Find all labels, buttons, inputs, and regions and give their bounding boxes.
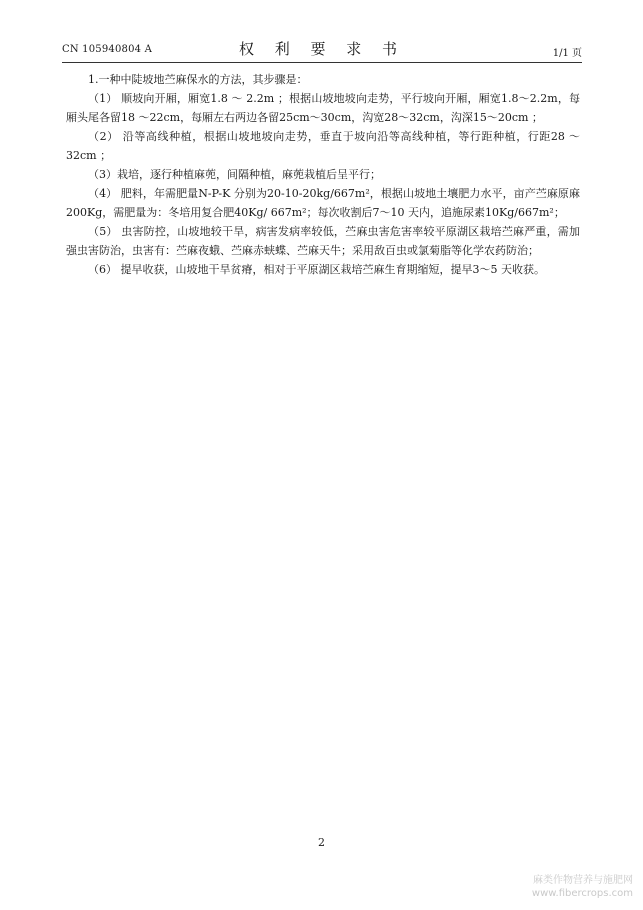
claims-body [66,70,580,279]
page-indicator: 1/1 页 [552,48,582,59]
claim-step-5: （5） 虫害防控，山坡地较干旱，病害发病率较低，苎麻虫害危害率较平原湖区栽培苎麻严重，需加强虫害防治，虫害有：苎麻夜蛾、苎麻赤蛱蝶、苎麻天牛；采用敌百虫或氯菊脂等化学农药防治； [66,225,580,257]
claim-step-2: （2） 沿等高线种植，根据山坡地坡向走势，垂直于坡向沿等高线种植，等行距种植，行距28 ～32cm ； [66,130,580,162]
page-number: 2 [318,836,325,849]
site-watermark [532,874,633,900]
claim-step-3: （3）栽培，逐行种植麻蔸，间隔种植，麻蔸栽植后呈平行； [88,168,381,181]
patent-number: CN 105940804 A [62,44,153,55]
header-divider [62,62,582,63]
watermark-url: www.fibercrops.com [531,888,633,899]
claim-step-4: （4） 肥料，年需肥量N-P-K 分别为20-10-20kg/667m²，根据山坡地土壤肥力水平，亩产苎麻原麻200Kg，需肥量为：冬培用复合肥40Kg/ 667m²；每次收割后7～10 天内，追施尿素10Kg/667m²； [66,187,580,219]
page-header [62,38,582,62]
claim-step-1: （1） 顺坡向开厢，厢宽1.8 ～ 2.2m ；根据山坡地坡向走势，平行坡向开厢，厢宽1.8～2.2m，每厢头尾各留18 ～22cm，每厢左右两边各留25cm～30cm，沟宽28～32cm，沟深15～20cm ； [66,92,580,124]
claim-1-intro: 1.一种中陡坡地苎麻保水的方法，其步骤是： [88,73,308,86]
claim-step-6: （6） 提早收获，山坡地干旱贫瘠，相对于平原湖区栽培苎麻生育期缩短，提早3～5 天收获。 [88,263,545,276]
watermark-title: 麻类作物营养与施肥网 [533,875,633,886]
document-title: 权 利 要 求 书 [238,40,406,58]
